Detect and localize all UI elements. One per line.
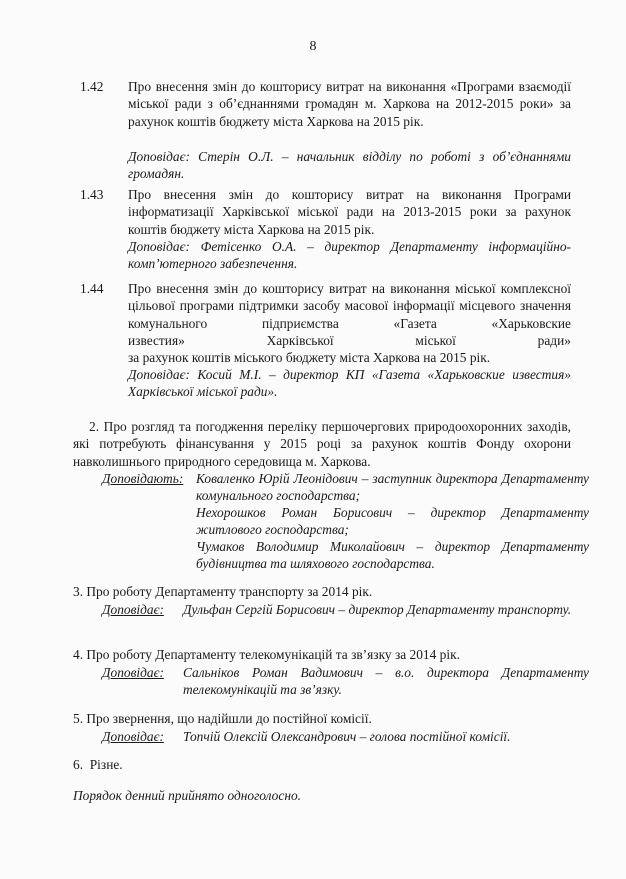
agenda-item-text: Про внесення змін до кошторису витрат на виконання міської комплексної цільової програми підтримки засобу масової інформації місцевого значення комунального підприємства «Газета «Харьковские xyxy=(128,281,571,331)
speaker-2: Нехорошков Роман Борисович – директор Департаменту житлового господарства; xyxy=(196,505,589,538)
item-speaker: Доповідає: Стерін О.Л. – начальник відділу по роботі з об’єднаннями громадян. xyxy=(128,149,571,182)
section-3-text: 3. Про роботу Департаменту транспорту за 2014 рік. xyxy=(73,584,373,599)
item-speaker: Доповідає: Фетісенко О.А. – директор Департаменту інформаційно-комп’ютерного забезпечення. xyxy=(128,239,571,272)
section-text: Про розгляд та погодження переліку першочергових природоохоронних заходів, які потребують фінансування у 2015 році за рахунок коштів Фонду охорони навколишнього природного середовища м. Харкова. xyxy=(73,419,571,469)
item-number: 1.44 xyxy=(80,281,104,296)
section-6-text: 6. Різне. xyxy=(73,757,123,772)
item-number: 1.43 xyxy=(80,187,104,202)
agenda-item-text-end: за рахунок коштів міського бюджету міста Харкова на 2015 рік. xyxy=(128,350,491,365)
speaker: Сальніков Роман Вадимович – в.о. директора Департаменту телекомунікацій та зв’язку. xyxy=(183,665,589,698)
page-number: 8 xyxy=(309,39,317,54)
closing-note: Порядок денний прийнято одноголосно. xyxy=(73,788,302,803)
section-5-text: 5. Про звернення, що надійшли до постійної комісії. xyxy=(73,711,372,726)
section-4-text: 4. Про роботу Департаменту телекомунікацій та зв’язку за 2014 рік. xyxy=(73,647,460,662)
speaker-label: Доповідає: xyxy=(102,602,164,617)
speaker-label: Доповідає: xyxy=(102,729,164,744)
item-number: 1.42 xyxy=(80,79,104,94)
agenda-item-text: Про внесення змін до кошторису витрат на виконання Програми інформатизації Харківської міської ради на 2013-2015 роки за рахунок коштів бюджету міста Харкова на 2015 рік. xyxy=(128,187,571,237)
speaker-3: Чумаков Володимир Миколайович – директор Департаменту будівництва та шляхового господарства. xyxy=(196,539,589,572)
speaker-1: Коваленко Юрій Леонідович – заступник директора Департаменту комунального господарства; xyxy=(196,471,589,504)
speaker: Топчій Олексій Олександрович – голова постійної комісії. xyxy=(183,729,511,744)
section-2-text xyxy=(73,418,571,470)
agenda-item-text-cont: известия» Харківської міської ради» xyxy=(128,333,571,348)
item-speaker: Доповідає: Косий М.І. – директор КП «Газета «Харьковские известия» Харківської міської ради». xyxy=(128,367,571,400)
speaker-label: Доповідає: xyxy=(102,665,164,680)
speaker: Дульфан Сергій Борисович – директор Департаменту транспорту. xyxy=(183,602,572,617)
section-number: 2. xyxy=(89,419,100,434)
agenda-item-text: Про внесення змін до кошторису витрат на виконання «Програми взаємодії міської ради з об’єднаннями громадян м. Харкова на 2012-2015 роки» за рахунок коштів бюджету міста Харкова на 2015 рік. xyxy=(128,79,571,129)
speakers-label: Доповідають: xyxy=(102,471,184,486)
